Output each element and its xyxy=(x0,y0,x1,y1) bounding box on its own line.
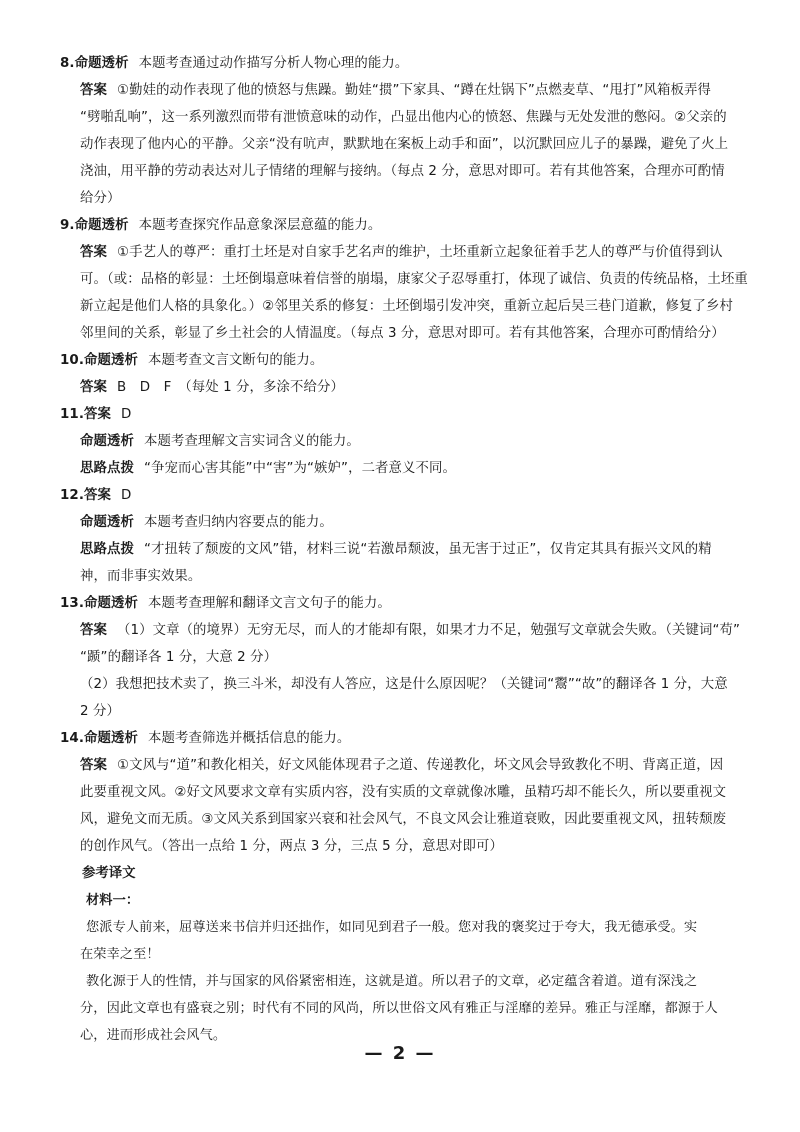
hint-label: 思路点拨 xyxy=(80,461,134,476)
analysis-text: 本题考查理解文言实词含义的能力。 xyxy=(143,434,360,449)
answer-line: 给分） xyxy=(80,191,121,206)
analysis-text: 本题考查理解和翻译文言文句子的能力。 xyxy=(148,596,391,611)
question-14 xyxy=(60,725,744,860)
answer-label: 答案 xyxy=(84,488,112,503)
hint-text: “才扭转了颓废的文风”错，材料三说“若激昂颓波，虽无害于过正”，仅肯定其具有振兴文风的精 xyxy=(143,542,712,557)
answer-line: 新立起是他们人格的具象化。）②邻里关系的修复：土坯倒塌引发冲突，重新立起后吴三巷门道歉，修复了乡村 xyxy=(80,299,733,314)
analysis-text: 本题考查筛选并概括信息的能力。 xyxy=(148,731,351,746)
hint-line: 神，而非事实效果。 xyxy=(80,569,202,584)
question-12 xyxy=(60,482,744,590)
answer-label: 答案 xyxy=(80,623,107,638)
answer-line: 浇油，用平静的劳动表达对儿子情绪的理解与接纳。（每点 2 分，意思对即可。若有其他答案，合理亦可酌情 xyxy=(80,164,725,179)
analysis-label: 命题透析 xyxy=(84,731,138,746)
answer-line: 邻里间的关系，彰显了乡土社会的人情温度。（每点 3 分，意思对即可。若有其他答案，合理亦可酌情给分） xyxy=(80,326,725,341)
translation-line: 心，进而形成社会风气。 xyxy=(80,1028,227,1043)
reference-translation xyxy=(60,860,744,1049)
answer-line: 可。（或：品格的彰显：土坯倒塌意味着信誉的崩塌，康家父子忍辱重打，体现了诚信、负责的传统品格，土坯重 xyxy=(80,272,748,287)
analysis-label: 命题透析 xyxy=(84,596,138,611)
material-label: 材料一： xyxy=(86,893,140,908)
analysis-label: 命题透析 xyxy=(74,218,129,233)
hint-text: “争宠而心害其能”中“害”为“嫉妒”，二者意义不同。 xyxy=(143,461,457,476)
answer-line: （1）文章（的境界）无穷无尽，而人的才能却有限，如果才力不足，勉强写文章就会失败。（关键词“苟” xyxy=(116,623,741,638)
hint-label: 思路点拨 xyxy=(80,542,134,557)
answer-line: “劈啪乱响”，这一系列激烈而带有泄愤意味的动作，凸显出他内心的愤怒、焦躁与无处发泄的憋闷。②父亲的 xyxy=(80,110,727,125)
answer-line: ①勤娃的动作表现了他的愤怒与焦躁。勤娃“掼”下家具、“蹲在灶锅下”点燃麦草、“甩打”风箱板弄得 xyxy=(116,83,711,98)
translation-title: 参考译文 xyxy=(82,866,136,881)
answer-line: 的创作风气。（答出一点给 1 分，两点 3 分，三点 5 分，意思对即可） xyxy=(80,839,504,854)
answer-line: （2）我想把技术卖了，换三斗米，却没有人答应，这是什么原因呢？（关键词“鬻”“故”的翻译各 1 分，大意 xyxy=(80,677,728,692)
page-number: — 2 — xyxy=(364,1043,436,1064)
translation-line: 分，因此文章也有盛衰之别；时代有不同的风尚，所以世俗文风有雅正与淫靡的差异。雅正与淫靡，都源于人 xyxy=(80,1001,718,1016)
answer-label: 答案 xyxy=(80,380,107,395)
question-number: 12. xyxy=(60,488,85,503)
analysis-text: 本题考查通过动作描写分析人物心理的能力。 xyxy=(138,56,409,71)
question-number: 8. xyxy=(60,56,75,71)
translation-line: 您派专人前来，屈尊送来书信并归还拙作，如同见到君子一般。您对我的褒奖过于夸大，我无德承受。实 xyxy=(86,920,698,935)
translation-line: 在荣幸之至！ xyxy=(80,947,160,962)
answer-label: 答案 xyxy=(80,83,107,98)
analysis-label: 命题透析 xyxy=(80,434,134,449)
answer-line: “踬”的翻译各 1 分，大意 2 分） xyxy=(80,650,278,665)
question-number: 13. xyxy=(60,596,85,611)
question-8 xyxy=(60,50,744,212)
analysis-label: 命题透析 xyxy=(80,515,134,530)
question-number: 14. xyxy=(60,731,85,746)
answer-label: 答案 xyxy=(80,758,107,773)
question-number: 11. xyxy=(60,407,85,422)
question-13 xyxy=(60,590,744,725)
answer-line: ①手艺人的尊严：重打土坯是对自家手艺名声的维护，土坯重新立起象征着手艺人的尊严与价值得到认 xyxy=(116,245,723,260)
answer-line: ①文风与“道”和教化相关，好文风能体现君子之道、传递教化，坏文风会导致教化不明、背离正道，因 xyxy=(116,758,724,773)
question-11 xyxy=(60,401,744,482)
translation-line: 教化源于人的性情，并与国家的风俗紧密相连，这就是道。所以君子的文章，必定蕴含着道。道有深浅之 xyxy=(86,974,698,989)
analysis-label: 命题透析 xyxy=(84,353,138,368)
answer-line: 风，避免文而无质。③文风关系到国家兴衰和社会风气，不良文风会让雅道衰败，因此要重视文风，扭转颓废 xyxy=(80,812,727,827)
analysis-text: 本题考查文言文断句的能力。 xyxy=(148,353,324,368)
question-10 xyxy=(60,347,744,401)
question-number: 10. xyxy=(60,353,85,368)
answer-text: B D F （每处 1 分，多涂不给分） xyxy=(116,380,344,395)
analysis-text: 本题考查归纳内容要点的能力。 xyxy=(143,515,333,530)
answer-label: 答案 xyxy=(80,245,107,260)
answer-label: 答案 xyxy=(84,407,112,422)
answer-text: D xyxy=(121,488,132,503)
answer-line: 此要重视文风。②好文风要求文章有实质内容，没有实质的文章就像冰雕，虽精巧却不能长久，所以要重视文 xyxy=(80,785,727,800)
answer-line: 2 分） xyxy=(80,704,120,719)
analysis-label: 命题透析 xyxy=(74,56,129,71)
analysis-text: 本题考查探究作品意象深层意蕴的能力。 xyxy=(138,218,382,233)
answer-text: D xyxy=(121,407,132,422)
question-9 xyxy=(60,212,748,347)
question-number: 9. xyxy=(60,218,75,233)
answer-line: 动作表现了他内心的平静。父亲“没有吭声，默默地在案板上动手和面”，以沉默回应儿子的暴躁，避免了火上 xyxy=(80,137,729,152)
